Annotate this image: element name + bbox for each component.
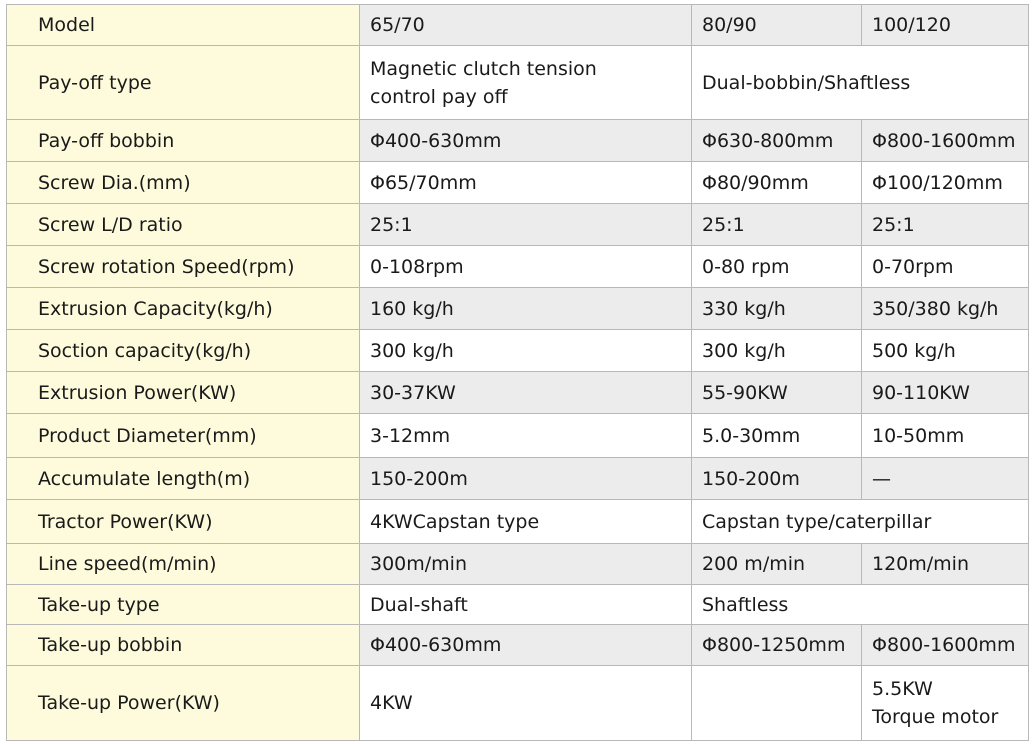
- cell-80-90: Φ630-800mm: [692, 120, 862, 162]
- spec-table: [6, 4, 1029, 741]
- row-label: Extrusion Power(KW): [7, 372, 360, 414]
- cell-80-90: 150-200m: [692, 458, 862, 500]
- cell-100-120: 0-70rpm: [862, 246, 1029, 288]
- table-row: [7, 544, 1029, 585]
- row-label: Take-up bobbin: [7, 625, 360, 666]
- cell-65-70: 25:1: [360, 204, 692, 246]
- row-label: Line speed(m/min): [7, 544, 360, 585]
- cell-100-120: 100/120: [862, 5, 1029, 46]
- table-row: [7, 625, 1029, 666]
- table-row: [7, 585, 1029, 625]
- table-row: [7, 288, 1029, 330]
- cell-100-120: [862, 666, 1029, 741]
- table-row: [7, 666, 1029, 741]
- table-row: [7, 458, 1029, 500]
- row-label: Soction capacity(kg/h): [7, 330, 360, 372]
- row-label: Pay-off type: [7, 46, 360, 120]
- cell-65-70: 300m/min: [360, 544, 692, 585]
- cell-80-90: 200 m/min: [692, 544, 862, 585]
- cell-80-90: 300 kg/h: [692, 330, 862, 372]
- cell-line: Magnetic clutch tension: [370, 57, 597, 80]
- cell-65-70: Φ65/70mm: [360, 162, 692, 204]
- cell-100-120: 500 kg/h: [862, 330, 1029, 372]
- cell-80-120: Shaftless: [692, 585, 1029, 625]
- row-label: Screw Dia.(mm): [7, 162, 360, 204]
- cell-65-70: 30-37KW: [360, 372, 692, 414]
- table-row: [7, 46, 1029, 120]
- cell-65-70: 4KW: [360, 666, 692, 741]
- cell-80-90: 80/90: [692, 5, 862, 46]
- cell-100-120: 350/380 kg/h: [862, 288, 1029, 330]
- cell-80-90: Φ80/90mm: [692, 162, 862, 204]
- row-label: Accumulate length(m): [7, 458, 360, 500]
- table-row: [7, 5, 1029, 46]
- row-label: Product Diameter(mm): [7, 414, 360, 458]
- cell-100-120: 90-110KW: [862, 372, 1029, 414]
- cell-65-70: [360, 46, 692, 120]
- cell-65-70: 3-12mm: [360, 414, 692, 458]
- row-label: Pay-off bobbin: [7, 120, 360, 162]
- cell-65-70: 65/70: [360, 5, 692, 46]
- cell-65-70: 300 kg/h: [360, 330, 692, 372]
- cell-80-90: 0-80 rpm: [692, 246, 862, 288]
- row-label: Tractor Power(KW): [7, 500, 360, 544]
- cell-line: Torque motor: [872, 706, 999, 728]
- table-row: [7, 372, 1029, 414]
- cell-65-70: 0-108rpm: [360, 246, 692, 288]
- row-label: Extrusion Capacity(kg/h): [7, 288, 360, 330]
- cell-80-90: 55-90KW: [692, 372, 862, 414]
- cell-65-70: 150-200m: [360, 458, 692, 500]
- cell-100-120: 10-50mm: [862, 414, 1029, 458]
- cell-65-70: 4KWCapstan type: [360, 500, 692, 544]
- cell-100-120: 25:1: [862, 204, 1029, 246]
- cell-100-120: Φ800-1600mm: [862, 120, 1029, 162]
- cell-100-120: 120m/min: [862, 544, 1029, 585]
- cell-65-70: Dual-shaft: [360, 585, 692, 625]
- cell-80-90: 5.0-30mm: [692, 414, 862, 458]
- row-label: Screw rotation Speed(rpm): [7, 246, 360, 288]
- cell-80-90: [692, 666, 862, 741]
- table-row: [7, 330, 1029, 372]
- cell-65-70: 160 kg/h: [360, 288, 692, 330]
- cell-100-120: —: [862, 458, 1029, 500]
- cell-100-120: Φ100/120mm: [862, 162, 1029, 204]
- table-row: [7, 162, 1029, 204]
- cell-80-90: Φ800-1250mm: [692, 625, 862, 666]
- cell-line: control pay off: [370, 85, 508, 108]
- table-row: [7, 246, 1029, 288]
- row-label: Take-up Power(KW): [7, 666, 360, 741]
- row-label: Take-up type: [7, 585, 360, 625]
- table-row: [7, 414, 1029, 458]
- table-row: [7, 120, 1029, 162]
- cell-line: 5.5KW: [872, 678, 933, 700]
- cell-80-120: Dual-bobbin/Shaftless: [692, 46, 1029, 120]
- cell-65-70: Φ400-630mm: [360, 625, 692, 666]
- row-label: Model: [7, 5, 360, 46]
- row-label: Screw L/D ratio: [7, 204, 360, 246]
- cell-80-90: 330 kg/h: [692, 288, 862, 330]
- cell-80-90: 25:1: [692, 204, 862, 246]
- table-row: [7, 500, 1029, 544]
- cell-80-120: Capstan type/caterpillar: [692, 500, 1029, 544]
- table-row: [7, 204, 1029, 246]
- cell-65-70: Φ400-630mm: [360, 120, 692, 162]
- cell-100-120: Φ800-1600mm: [862, 625, 1029, 666]
